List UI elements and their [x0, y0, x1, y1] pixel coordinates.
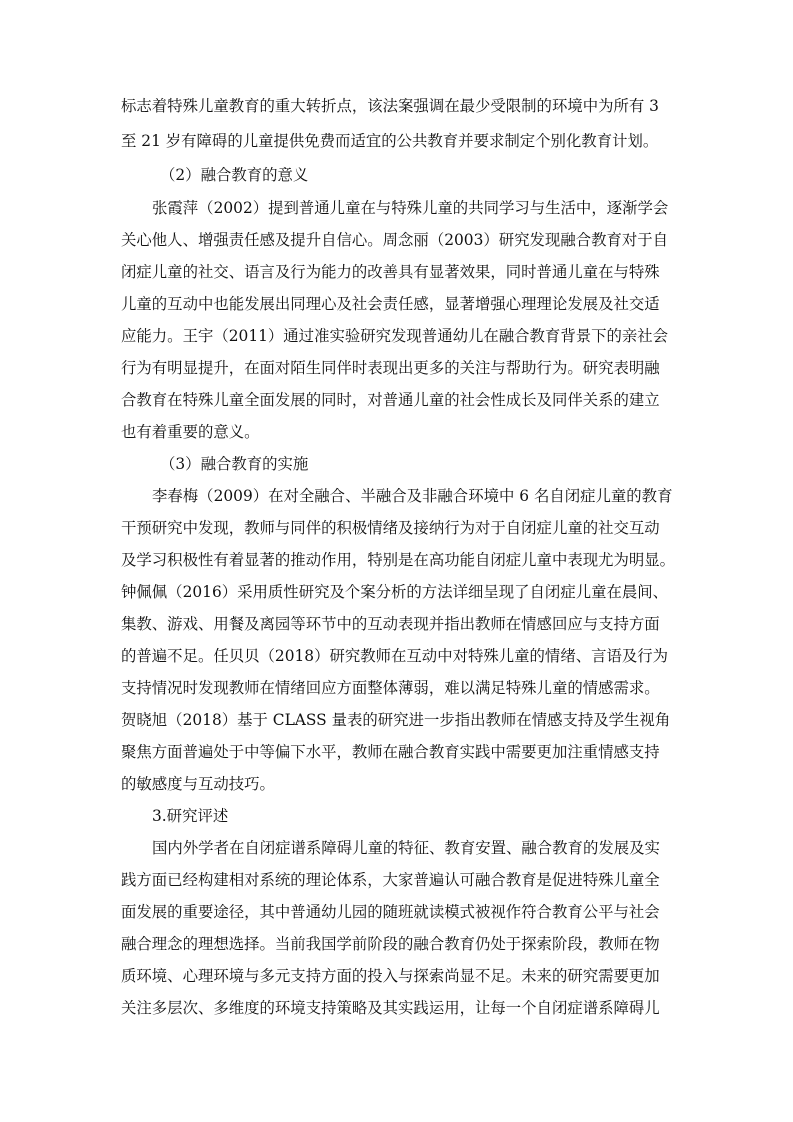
body-text-line: 践方面已经构建相对系统的理论体系，大家普遍认可融合教育是促进特殊儿童全: [121, 871, 660, 889]
body-text-line: 的敏感度与互动技巧。: [121, 775, 275, 793]
body-text-line: 支持情况时发现教师在情绪回应方面整体薄弱，难以满足特殊儿童的情感需求。: [121, 679, 660, 697]
body-text-line: 钟佩佩（2016）采用质性研究及个案分析的方法详细呈现了自闭症儿童在晨间、: [121, 583, 669, 601]
body-text-line: 面发展的重要途径，其中普通幼儿园的随班就读模式被视作符合教育公平与社会: [121, 903, 660, 921]
body-text-line: 关注多层次、多维度的环境支持策略及其实践运用，让每一个自闭症谱系障碍儿: [121, 999, 660, 1017]
body-text-line: 至 21 岁有障碍的儿童提供免费而适宜的公共教育并要求制定个别化教育计划。: [121, 132, 659, 150]
body-text-line: 质环境、心理环境与多元支持方面的投入与探索尚显不足。未来的研究需要更加: [121, 967, 660, 985]
body-text-line: 儿童的互动中也能发展出同理心及社会责任感，显著增强心理理论发展及社交适: [121, 295, 660, 313]
paragraph-first-line: 国内外学者在自闭症谱系障碍儿童的特征、教育安置、融合教育的发展及实: [152, 839, 660, 857]
body-text-line: 闭症儿童的社交、语言及行为能力的改善具有显著效果，同时普通儿童在与特殊: [121, 263, 660, 281]
body-text-line: 融合理念的理想选择。当前我国学前阶段的融合教育仍处于探索阶段，教师在物: [121, 935, 660, 953]
body-text-line: 聚焦方面普遍处于中等偏下水平，教师在融合教育实践中需要更加注重情感支持: [121, 743, 660, 761]
paragraph-first-line: 张霞萍（2002）提到普通儿童在与特殊儿童的共同学习与生活中，逐渐学会: [152, 199, 669, 217]
section-heading: （3）融合教育的实施: [160, 455, 309, 473]
body-text-line: 关心他人、增强责任感及提升自信心。周念丽（2003）研究发现融合教育对于自: [121, 231, 669, 249]
body-text-line: 干预研究中发现，教师与同伴的积极情绪及接纳行为对于自闭症儿童的社交互动: [121, 519, 660, 537]
section-heading: （2）融合教育的意义: [160, 166, 309, 184]
body-text-line: 集教、游戏、用餐及离园等环节中的互动表现并指出教师在情感回应与支持方面: [121, 615, 660, 633]
section-heading: 3.研究评述: [152, 807, 229, 825]
body-text-line: 的普遍不足。任贝贝（2018）研究教师在互动中对特殊儿童的情绪、言语及行为: [121, 647, 669, 665]
paragraph-first-line: 李春梅（2009）在对全融合、半融合及非融合环境中 6 名自闭症儿童的教育: [152, 487, 673, 505]
body-text-line: 行为有明显提升，在面对陌生同伴时表现出更多的关注与帮助行为。研究表明融: [121, 359, 660, 377]
body-text-line: 及学习积极性有着显著的推动作用，特别是在高功能自闭症儿童中表现尤为明显。: [121, 551, 676, 569]
body-text-line: 标志着特殊儿童教育的重大转折点，该法案强调在最少受限制的环境中为所有 3: [121, 97, 659, 115]
body-text-line: 贺晓旭（2018）基于 CLASS 量表的研究进一步指出教师在情感支持及学生视角: [121, 711, 671, 729]
body-text-line: 应能力。王宇（2011）通过准实验研究发现普通幼儿在融合教育背景下的亲社会: [121, 327, 669, 345]
body-text-line: 也有着重要的意义。: [121, 423, 260, 441]
body-text-line: 合教育在特殊儿童全面发展的同时，对普通儿童的社会性成长及同伴关系的建立: [121, 391, 660, 409]
